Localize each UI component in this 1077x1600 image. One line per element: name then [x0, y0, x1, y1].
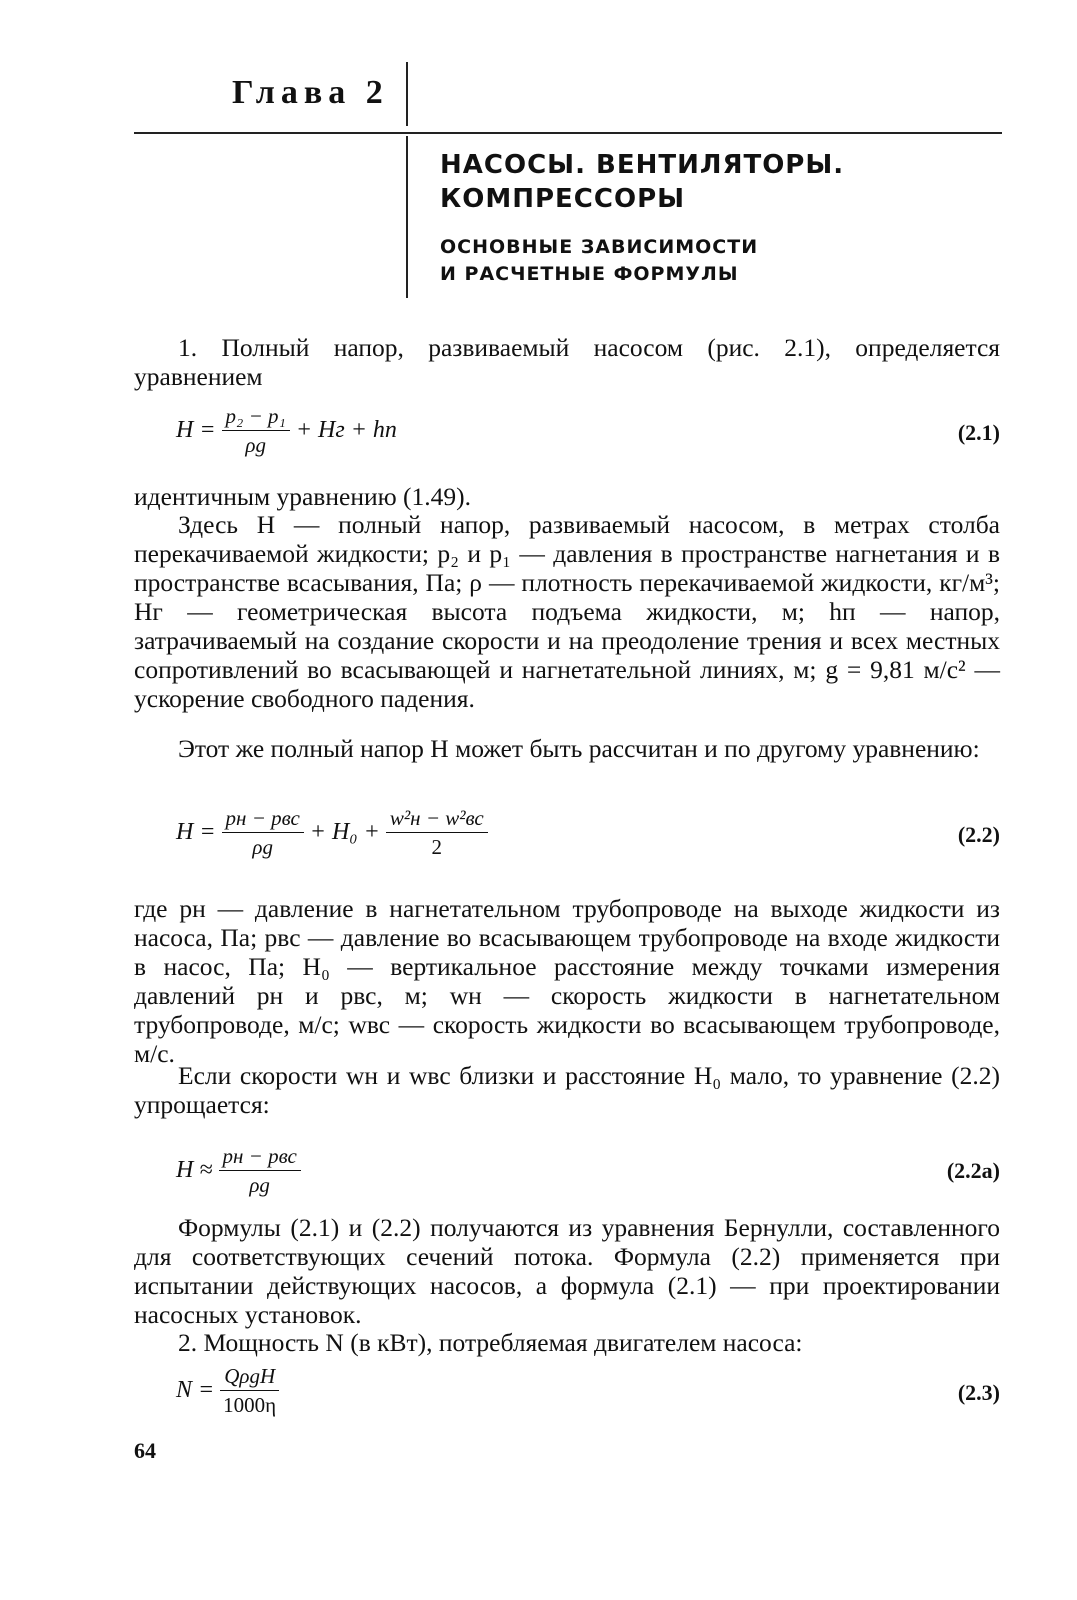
equation-label-2-3: (2.3)	[957, 1380, 1000, 1405]
paragraph-3: Здесь H — полный напор, развиваемый насосом, в метрах столба перекачиваемой жидкости; p₂ и p₁ — давления в пространстве нагнетания и в пространстве всасывания, Па; ρ — плотность перекачиваемой жидкости, кг/м³; Hг — геометрическая высота подъема жидкости, м; hп — напор, затрачиваемый на создание скорости и на преодоление трения и всех местных сопротивлений во всасывающей и нагнетательной линиях, м; g = 9,81 м/с² — ускорение свободного падения.	[134, 510, 1000, 713]
chapter-label: Глава 2	[232, 74, 389, 111]
fraction: $\frac{\text{QρgH}}{1000\eta}$	[220, 1364, 279, 1417]
section-subtitle: ОСНОВНЫЕ ЗАВИСИМОСТИ И РАСЧЕТНЫЕ ФОРМУЛЫ	[440, 236, 759, 285]
page-number: 64	[134, 1438, 156, 1463]
chapter-title: НАСОСЫ. ВЕНТИЛЯТОРЫ. КОМПРЕССОРЫ	[440, 150, 845, 214]
fraction: $\frac{\text{pн − pвс}}{\rho g}$	[222, 806, 304, 859]
paragraph-1: 1. Полный напор, развиваемый насосом (рис. 2.1), определяется уравнением	[134, 333, 1000, 391]
paragraph-5: где pн — давление в нагнетательном трубопроводе на выходе жидкости из насоса, Па; pвс — давление во всасывающем трубопроводе на входе жидкости в насос, Па; H₀ — вертикальное расстояние между точками измерения давлений pн и pвс, м; wн — скорость жидкости в нагнетательном трубопроводе, м/с; wвс — скорость жидкости во всасывающем трубопроводе, м/с.	[134, 894, 1000, 1068]
equation-2-1: H = $\frac{\text{p₂ − p₁}}{\rho g}$ + Hг + hп	[176, 404, 397, 457]
paragraph-7: Формулы (2.1) и (2.2) получаются из уравнения Бернулли, составленного для соответствующих сечений потока. Формула (2.2) применяется при испытании действующих насосов, а формула (2.1) — при проектировании насосных установок.	[134, 1213, 1000, 1329]
equation-2-3: N = $\frac{\text{QρgH}}{1000\eta}$	[176, 1364, 285, 1417]
equation-2-2: H = $\frac{\text{pн − pвс}}{\rho g}$ + H₀ + $\frac{\text{w²н − w²вс}}{2}$	[176, 806, 494, 859]
paragraph-8: 2. Мощность N (в кВт), потребляемая двигателем насоса:	[178, 1328, 803, 1357]
fraction: $\frac{\text{w²н − w²вс}}{2}$	[386, 806, 488, 859]
fraction: $\frac{\text{p₂ − p₁}}{\rho g}$	[222, 404, 290, 457]
header-divider-top	[406, 62, 408, 126]
fraction: $\frac{\text{pн − pвс}}{\rho g}$	[219, 1144, 301, 1197]
equation-label-2-1: (2.1)	[957, 420, 1000, 445]
header-rule	[134, 132, 1002, 134]
equation-2-2a: H ≈ $\frac{\text{pн − pвс}}{\rho g}$	[176, 1144, 307, 1197]
header-divider-bottom	[406, 136, 408, 298]
paragraph-6: Если скорости wн и wвс близки и расстояние H₀ мало, то уравнение (2.2) упрощается:	[134, 1061, 1000, 1119]
paragraph-2: идентичным уравнению (1.49).	[134, 482, 472, 511]
paragraph-4: Этот же полный напор H может быть рассчитан и по другому уравнению:	[178, 734, 980, 763]
equation-label-2-2: (2.2)	[957, 822, 1000, 847]
equation-label-2-2a: (2.2а)	[946, 1158, 1000, 1183]
